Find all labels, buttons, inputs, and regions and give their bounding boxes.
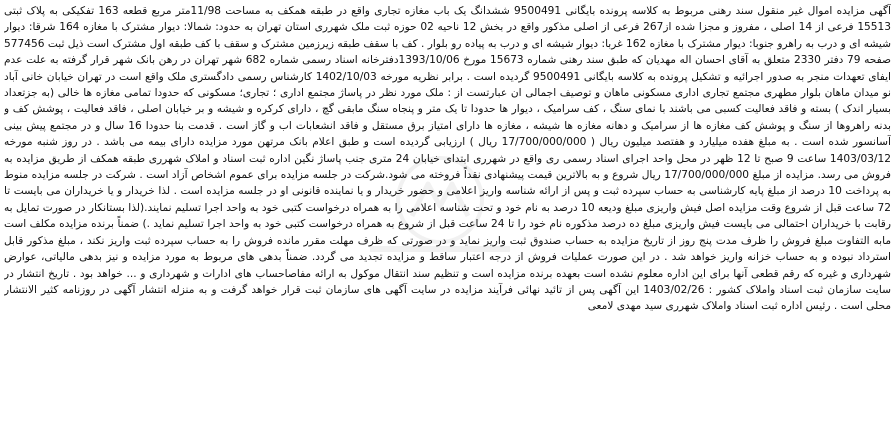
notice-body: آگهی مزایده اموال غیر منقول سند رهنی مربوط به کلاسه پرونده بایگانی 9500491 ششدانگ یک باب مغازه تجاری واقع در طبقه همکف به مساحت 11/98متر مربع قطعه 163 تفکیکی به پلاک ثبتی 15513 فرعی از 14 اصلی ، مفروز و مجزا شده از267 فرعی از اصلی مذکور واقع در بخش 12 ناحیه 02 حوزه ثبت ملک شهرری استان تهران به حدود: شمالا: دیوار مشترک با مغازه 164 شرقا: دیوار شیشه ای و درب به راهرو جنوبا: دیوار مشترک با مغازه 162 غربا: دیوار شیشه ای و درب به پیاده رو بلوار . کف با سقف طبقه زیرزمین مشترک و سقف با کف طبقه اول مشترک است ذیل ثبت 577456 صفحه 79 دفتر 2330 متعلق به آقای احسان اله مهدیان که طبق سند رهنی شماره 15673 مورخ 1393/10/06دفترخانه اسناد رسمی شماره 682 شهر تهران در رهن بانک شهر قرار گرفته به علت عدم ایفای تعهدات منجر به صدور اجرائیه و تشکیل پرونده به کلاسه بایگانی 9500491 گردیده است . برابر نظریه مورخه 1402/10/03 کارشناس رسمی دادگستری ملک واقع است در تهران خیابان خانی آباد نو میدان ماهان بلوار مطهری مجتمع تجاری اداری مسکونی ماهان و توصیف اجمالی ان عبارتست از : ملک مورد نظر در پاساژ مجتمع اداری ؛ تجاری؛ مسکونی که حدودا تمامی مغازه ها خالی (به جزتعداد بسیار اندک ) بسته و فاقد فعالیت کسبی می باشند با نمای سنگ ، کف سرامیک ، دیوار ها حدودا تا یک متر و پنجاه سنگ مابقی گچ ، دارای کرکره و شیشه و بر خیابان اصلی ، فاقد فعالیت ، پوشش کف و بدنه راهروها از سنگ و پوشش کف مغازه ها از سرامیک و دهانه مغازه ها شیشه ، مغازه ها دارای امتیاز برق مستقل و فاقد انشعابات اب و گاز است . قدمت بنا حدودا 16 سال و در مجتمع پیش بینی آسانسور شده است . به مبلغ هفده میلیارد و هفتصد میلیون ریال ( 17/700/000/000 ریال ) ارزیابی گردیده است و طبق اعلام بانک مرتهن مورد مزایده دارای بیمه می باشد . در روز شنبه مورخه 1403/03/12 ساعت 9 صبح تا 12 ظهر در محل واحد اجرای اسناد رسمی ری واقع در شهرری ابتدای خیابان 24 متری جنب پاساژ نگین اداره ثبت اسناد و املاک شهرری طبقه همکف از طریق مزایده به فروش می رسد. مزایده از مبلغ 17/700/000/000 ریال شروع و به بالاترین قیمت پیشنهادی نقداً فروخته می شود.شرکت در جلسه مزایده برای عموم اشخاص آزاد است . شرکت در جلسه مزایده منوط به پرداخت 10 درصد از مبلغ پایه کارشناسی به حساب سپرده ثبت و پس از ارائه شناسه واریز اعلامی و حضور خریدار و یا نماینده قانونی او در جلسه مزایده است . لذا خریدار و یا خریداران می بایست تا 72 ساعت قبل از شروع وقت مزایده اصل فیش واریزی مبلغ ودیعه 10 درصد به نام خود و تحت شناسه اعلامی را به همراه درخواست کتبی خود به واحد اجرا تسلیم نمایند.(لذا بستانکار در صورت تمایل به رقابت با خریداران احتمالی می بایست فیش واریزی مبلغ ده درصد مذکوره نام خود را تا 24 ساعت قبل از شروع به همراه درخواست کتبی خود به واحد اجرا تسلیم نماید .) ضمناً برنده مزایده مکلف است مابه التفاوت مبلغ فروش را ظرف مدت پنج روز از تاریخ مزایده به حساب صندوق ثبت واریز نماید و در صورتی که ظرف مهلت مقرر مانده فروش را به حساب سپرده ثبت واریز نکند ، مبلغ مذکور قابل استرداد نبوده و به حساب خزانه واریز خواهد شد . در این صورت عملیات فروش از درجه اعتبار ساقط و مزایده تجدید می گردد. ضمناً بدهی های مربوط به مورد مزایده و نیز بدهی مالیاتی، عوارض شهرداری و غیره که رقم قطعی آنها برای این اداره معلوم نشده است بعهده برنده مزایده است و تنظیم سند انتقال موکول به ارائه مفاصاحساب های ادارات و شهرداری و ... خواهد بود . تاریخ انتشار در سایت سازمان ثبت اسناد واملاک کشور : 1403/02/26 این آگهی پس از تائید نهائی فرآیند مزایده در سایت آگهی های سازمان ثبت قرار خواهد گرفت و به منزله انتشار آگهی در روزنامه کثیر الانتشار محلی است . رئیس اداره ثبت اسناد واملاک شهرری سید مهدی لامعی (4, 5, 891, 313)
auction-notice-text (4, 3, 891, 427)
